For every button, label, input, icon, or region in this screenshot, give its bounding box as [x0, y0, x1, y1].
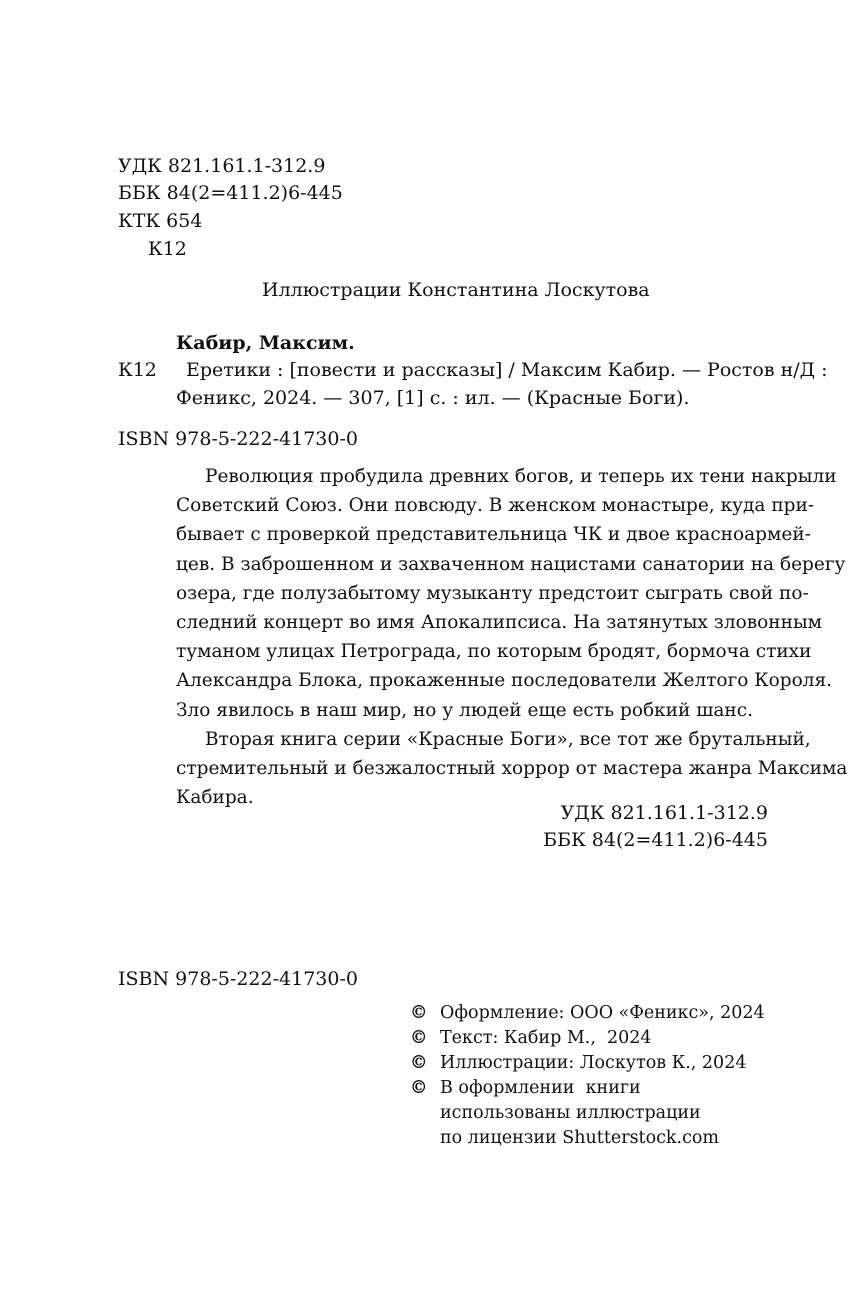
annotation-line: Вторая книга серии «Красные Боги», все тот же брутальный, — [205, 728, 811, 750]
copyright-icon: © — [410, 1003, 428, 1023]
annotation-line: Советский Союз. Они повсюду. В женском монастыре, куда при- — [176, 495, 815, 517]
annotation-line: бывает с проверкой представительница ЧК и двое красноармей- — [176, 524, 811, 546]
copyright-item-illustrations — [410, 1051, 765, 1076]
copyright-icon: © — [410, 1078, 428, 1098]
udk-code: УДК 821.161.1-312.9 — [118, 155, 326, 177]
copyright-icon: © — [410, 1053, 428, 1073]
copyright-icon: © — [410, 1028, 428, 1048]
bbk-code-bottom: ББК 84(2=411.2)6-445 — [543, 829, 768, 851]
ktk-code: КТК 654 — [118, 210, 203, 232]
annotation-line: озера, где полузабытому музыканту предстоит сыграть свой по- — [176, 582, 809, 604]
bibliographic-mark: К12 — [118, 359, 157, 381]
bbk-code: ББК 84(2=411.2)6-445 — [118, 182, 343, 204]
copyright-block — [410, 1001, 765, 1151]
annotation-line: стремительный и безжалостный хоррор от мастера жанра Максима — [176, 758, 848, 780]
annotation-line: Кабира. — [176, 787, 254, 809]
copyright-item-text — [410, 1026, 765, 1051]
copyright-text: Оформление: ООО «Феникс», 2024 — [440, 1003, 765, 1023]
annotation-line: туманом улицах Петрограда, по которым бродят, бормоча стихи — [176, 641, 812, 663]
annotation-line: Революция пробудила древних богов, и теперь их тени накрыли — [205, 466, 837, 487]
bibliographic-line-1: Еретики : [повести и рассказы] / Максим Кабир. — Ростов н/Д : — [186, 359, 828, 381]
copyright-text: В оформлении книги — [440, 1078, 641, 1098]
annotation-line: Зло явилось в наш мир, но у людей еще есть робкий шанс. — [176, 699, 753, 721]
annotation-line: Александра Блока, прокаженные последователи Желтого Короля. — [176, 670, 833, 692]
annotation-line: цев. В заброшенном и захваченном нацистами санатории на берегу — [176, 553, 846, 575]
copyright-text: использованы иллюстрации — [440, 1103, 701, 1123]
udk-code-bottom: УДК 821.161.1-312.9 — [560, 802, 768, 824]
copyright-text: Иллюстрации: Лоскутов К., 2024 — [440, 1053, 747, 1073]
copyright-item-design — [410, 1001, 765, 1026]
isbn-bottom: ISBN 978-5-222-41730-0 — [118, 968, 358, 990]
author-mark: К12 — [148, 238, 187, 260]
copyright-text: по лицензии Shutterstock.com — [440, 1128, 720, 1148]
annotation-line: следний концерт во имя Апокалипсиса. На затянутых зловонным — [176, 612, 823, 634]
copyright-item-license — [410, 1076, 765, 1151]
annotation-paragraph-1 — [176, 462, 846, 725]
illustrator-credit: Иллюстрации Константина Лоскутова — [262, 279, 650, 301]
isbn-top: ISBN 978-5-222-41730-0 — [118, 428, 358, 450]
author-heading: Кабир, Максим. — [176, 332, 355, 354]
copyright-text: Текст: Кабир М., 2024 — [440, 1028, 652, 1048]
annotation — [176, 462, 848, 812]
bibliographic-line-2: Феникс, 2024. — 307, [1] с. : ил. — (Красные Боги). — [176, 387, 690, 409]
